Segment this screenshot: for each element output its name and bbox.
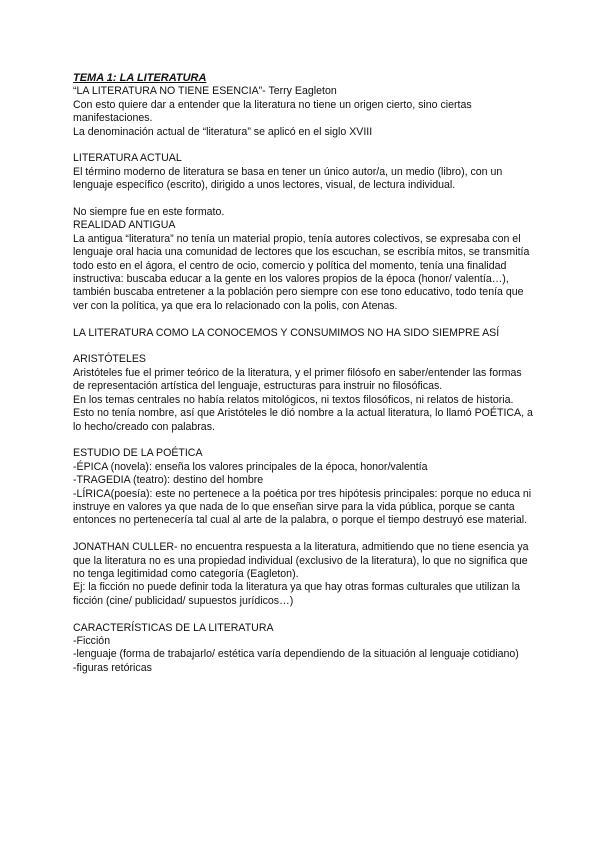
section-heading-literatura-actual: LITERATURA ACTUAL [73,152,182,165]
intro-century-line: La denominación actual de “literatura” se aplicó en el siglo XVIII [73,125,373,138]
list-item: -ÉPICA (novela): enseña los valores principales de la época, honor/valentía [73,460,428,473]
realidad-antigua-text: La antigua “literatura” no tenía un material propio, tenía autores colectivos, se expresaba con el lenguaje oral hacia una comunidad de lectores que los escuchan, se escribía mitos, se transmitía todo esto en el ágora, el centro de ocio, comercio y política del momento, tenía una finalidad instructiva: buscaba educar a la gente en los valores propios de la época (honor/ valentía…), también buscaba entretener a la población pero siempre con ese tono educativo, todo tenía que ver con la política, ya que era lo relacionado con la polis, con Atenas. [73,232,530,312]
list-item: -LÍRICA(poesía): este no pertenece a la poética por tres hipótesis principales: porque no educa ni instruye en valores ya que nada de lo que enseñan sirve para la vida pública, porque se canta entonces no pertenecería tal cual al arte de la palabra, o porque el tiempo destruyó ese material. [73,487,532,527]
list-item: -lenguaje (forma de trabajarlo/ estética varía dependiendo de la situación al lenguaje cotidiano) [73,648,519,661]
list-item: -TRAGEDIA (teatro): destino del hombre [73,474,264,487]
section-heading-aristoteles: ARISTÓTELES [73,353,146,366]
format-note: No siempre fue en este formato. [73,206,225,219]
aristoteles-poetica-text: En los temas centrales no había relatos mitológicos, ni textos filosóficos, ni relatos de historia. Esto no tenía nombre, así que Aristóteles le dió nombre a la actual literatura, lo llamó POÉTICA, a lo hecho/creado con palabras. [73,393,533,433]
culler-text: JONATHAN CULLER- no encuentra respuesta a la literatura, admitiendo que no tiene esencia ya que la literatura no es una propiedad individual (exclusivo de la literatura), lo que no significa que no tenga legitimidad como categoría (Eagleton). [73,541,529,580]
section-heading-caracteristicas: CARACTERÍSTICAS DE LA LITERATURA [73,621,274,634]
list-item: -figuras retóricas [73,661,152,674]
document-page [73,72,533,675]
aristoteles-text: Aristóteles fue el primer teórico de la literatura, y el primer filósofo en saber/entender las formas de representación artística del lenguaje, estructuras para instruir no filosóficas. [73,366,522,393]
culler-example: Ej: la ficción no puede definir toda la literatura ya que hay otras formas culturales que utilizan la ficción (cine/ publicidad/ supuestos jurídicos…) [73,581,520,607]
list-item: -Ficción [73,634,111,647]
page-title: TEMA 1: LA LITERATURA [73,72,207,84]
section-heading-realidad-antigua: REALIDAD ANTIGUA [73,219,176,232]
literatura-actual-text: El término moderno de literatura se basa en tener un único autor/a, un medio (libro), con un lenguaje específico (escrito), dirigido a unos lectores, visual, de lectura individual. [73,165,503,192]
intro-paragraph: Con esto quiere dar a entender que la literatura no tiene un origen cierto, sino ciertas manifestaciones. [73,98,472,125]
key-statement: LA LITERATURA COMO LA CONOCEMOS Y CONSUMIMOS NO HA SIDO SIEMPRE ASÍ [73,326,500,339]
eagleton-quote: “LA LITERATURA NO TIENE ESENCIA”- Terry Eagleton [73,85,337,98]
section-heading-poetica: ESTUDIO DE LA POÉTICA [73,447,203,460]
